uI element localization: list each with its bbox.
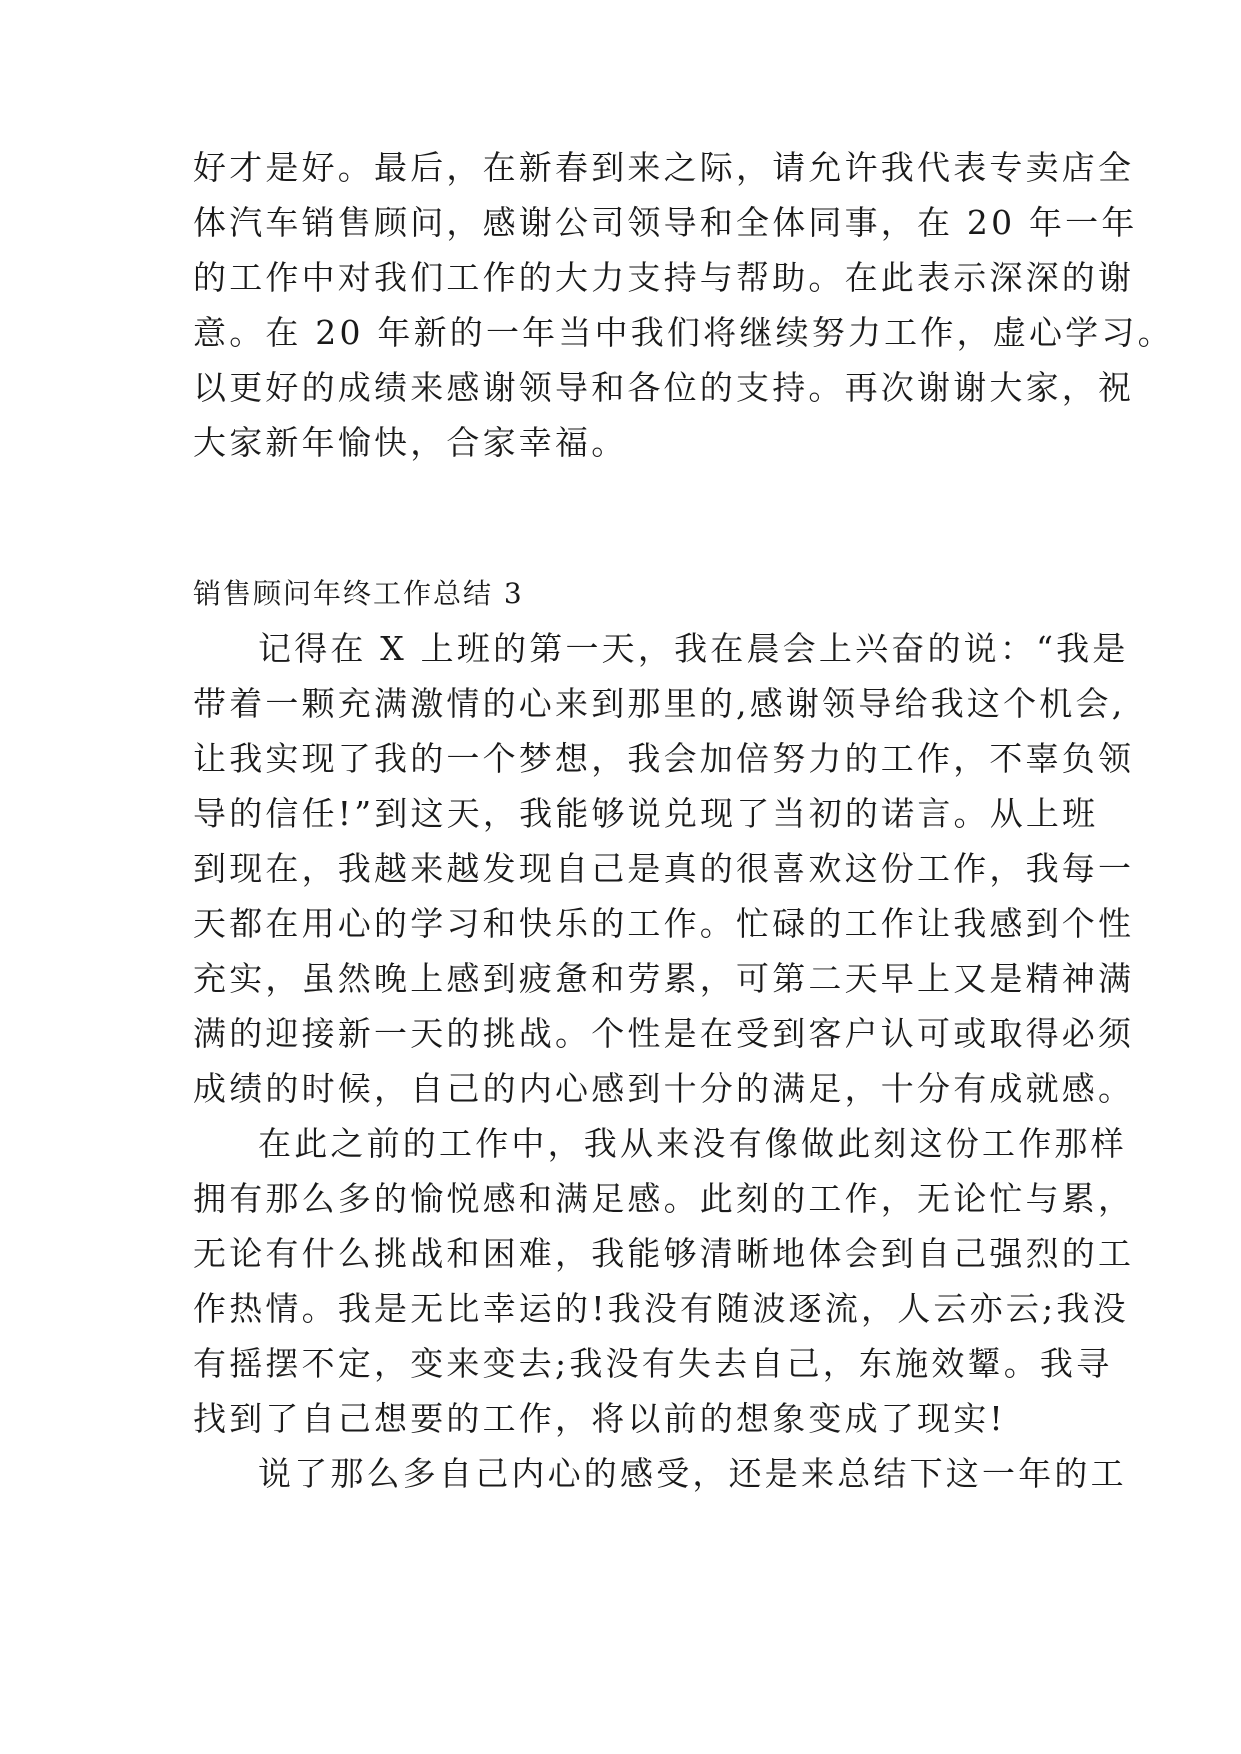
text-line: 说了那么多自己内心的感受，还是来总结下这一年的工 xyxy=(258,1454,1127,1493)
text-line: 带着一颗充满激情的心来到那里的,感谢领导给我这个机会, xyxy=(193,684,1126,723)
text-line: 拥有那么多的愉悦感和满足感。此刻的工作，无论忙与累， xyxy=(193,1179,1135,1218)
text-line: 导的信任!”到这天，我能够说兑现了当初的诺言。从上班 xyxy=(193,794,1099,833)
text-line: 的工作中对我们工作的大力支持与帮助。在此表示深深的谢 xyxy=(193,258,1135,297)
text-line: 让我实现了我的一个梦想，我会加倍努力的工作，不辜负领 xyxy=(193,739,1135,778)
text-line: 到现在，我越来越发现自己是真的很喜欢这份工作，我每一 xyxy=(193,849,1135,888)
text-line: 满的迎接新一天的挑战。个性是在受到客户认可或取得必须 xyxy=(193,1014,1135,1053)
text-line: 体汽车销售顾问，感谢公司领导和全体同事，在 20 年一年 xyxy=(193,203,1138,242)
text-line: 好才是好。最后，在新春到来之际，请允许我代表专卖店全 xyxy=(193,148,1135,187)
text-line: 作热情。我是无比幸运的!我没有随波逐流，人云亦云;我没 xyxy=(193,1289,1129,1328)
text-line: 天都在用心的学习和快乐的工作。忙碌的工作让我感到个性 xyxy=(193,904,1135,943)
text-line: 意。在 20 年新的一年当中我们将继续努力工作，虚心学习。 xyxy=(193,313,1174,352)
section-title: 销售顾问年终工作总结 3 xyxy=(193,577,524,610)
text-line: 找到了自己想要的工作，将以前的想象变成了现实! xyxy=(193,1399,1006,1438)
text-line: 有摇摆不定，变来变去;我没有失去自己，东施效颦。我寻 xyxy=(193,1344,1113,1383)
text-line: 充实，虽然晚上感到疲惫和劳累，可第二天早上又是精神满 xyxy=(193,959,1135,998)
text-line: 成绩的时候，自己的内心感到十分的满足，十分有成就感。 xyxy=(193,1069,1135,1108)
text-line: 在此之前的工作中，我从来没有像做此刻这份工作那样 xyxy=(258,1124,1127,1163)
text-line: 大家新年愉快，合家幸福。 xyxy=(193,423,628,462)
text-line: 以更好的成绩来感谢领导和各位的支持。再次谢谢大家，祝 xyxy=(193,368,1135,407)
text-line: 记得在 X 上班的第一天，我在晨会上兴奋的说：“我是 xyxy=(258,629,1129,668)
text-line: 无论有什么挑战和困难，我能够清晰地体会到自己强烈的工 xyxy=(193,1234,1135,1273)
